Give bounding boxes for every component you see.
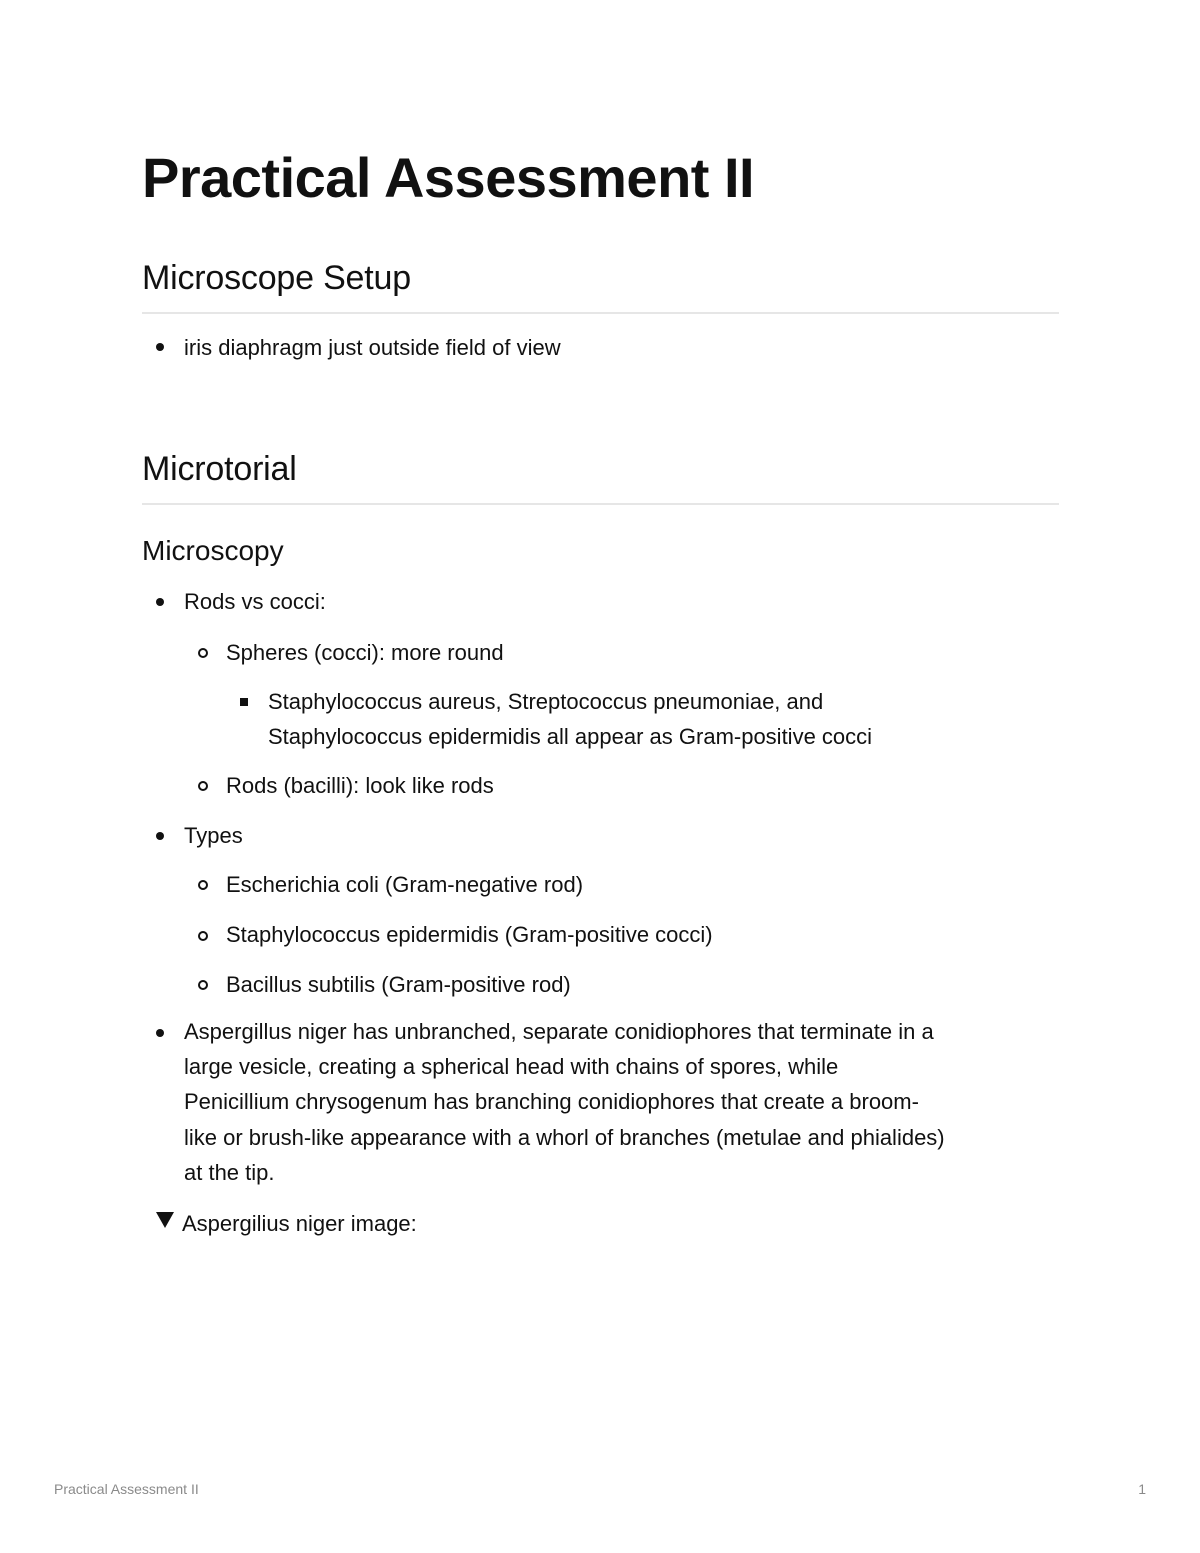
list-item: Types xyxy=(184,823,243,848)
list-item: Aspergillus niger has unbranched, separate conidiophores that terminate in a xyxy=(184,1019,934,1044)
bullet-disc-icon xyxy=(156,832,164,840)
list-item: Spheres (cocci): more round xyxy=(226,640,504,665)
bullet-circle-icon xyxy=(198,980,208,990)
list-item-continuation: like or brush-like appearance with a whorl of branches (metulae and phialides) xyxy=(184,1125,945,1150)
toggle-triangle-icon[interactable] xyxy=(156,1212,174,1228)
list-item: Staphylococcus epidermidis (Gram-positive cocci) xyxy=(226,922,713,947)
list-item-continuation: Penicillium chrysogenum has branching conidiophores that create a broom- xyxy=(184,1089,919,1114)
list-item: Staphylococcus aureus, Streptococcus pneumoniae, and xyxy=(268,689,824,714)
divider xyxy=(142,312,1059,314)
list-item: Escherichia coli (Gram-negative rod) xyxy=(226,872,584,897)
list-item: Rods (bacilli): look like rods xyxy=(226,773,494,798)
list-item: Bacillus subtilis (Gram-positive rod) xyxy=(226,972,571,997)
bullet-circle-icon xyxy=(198,781,208,791)
page-title: Practical Assessment II xyxy=(142,146,755,209)
bullet-circle-icon xyxy=(198,931,208,941)
bullet-square-icon xyxy=(240,698,248,706)
list-item-continuation: Staphylococcus epidermidis all appear as Gram-positive cocci xyxy=(268,724,873,749)
toggle-label[interactable]: Aspergilius niger image: xyxy=(182,1211,417,1236)
divider xyxy=(142,503,1059,505)
list-item-continuation: large vesicle, creating a spherical head with chains of spores, while xyxy=(184,1054,839,1079)
footer-title: Practical Assessment II xyxy=(54,1481,199,1497)
bullet-disc-icon xyxy=(156,343,164,351)
heading-microtorial: Microtorial xyxy=(142,450,297,488)
bullet-disc-icon xyxy=(156,1029,164,1037)
page-number: 1 xyxy=(1138,1481,1146,1497)
list-item-continuation: at the tip. xyxy=(184,1160,275,1185)
bullet-disc-icon xyxy=(156,598,164,606)
bullet-circle-icon xyxy=(198,880,208,890)
list-item: Rods vs cocci: xyxy=(184,589,326,614)
bullet-circle-icon xyxy=(198,648,208,658)
heading-microscope-setup: Microscope Setup xyxy=(142,259,411,297)
list-item: iris diaphragm just outside field of view xyxy=(184,335,561,360)
heading-microscopy: Microscopy xyxy=(142,535,284,566)
